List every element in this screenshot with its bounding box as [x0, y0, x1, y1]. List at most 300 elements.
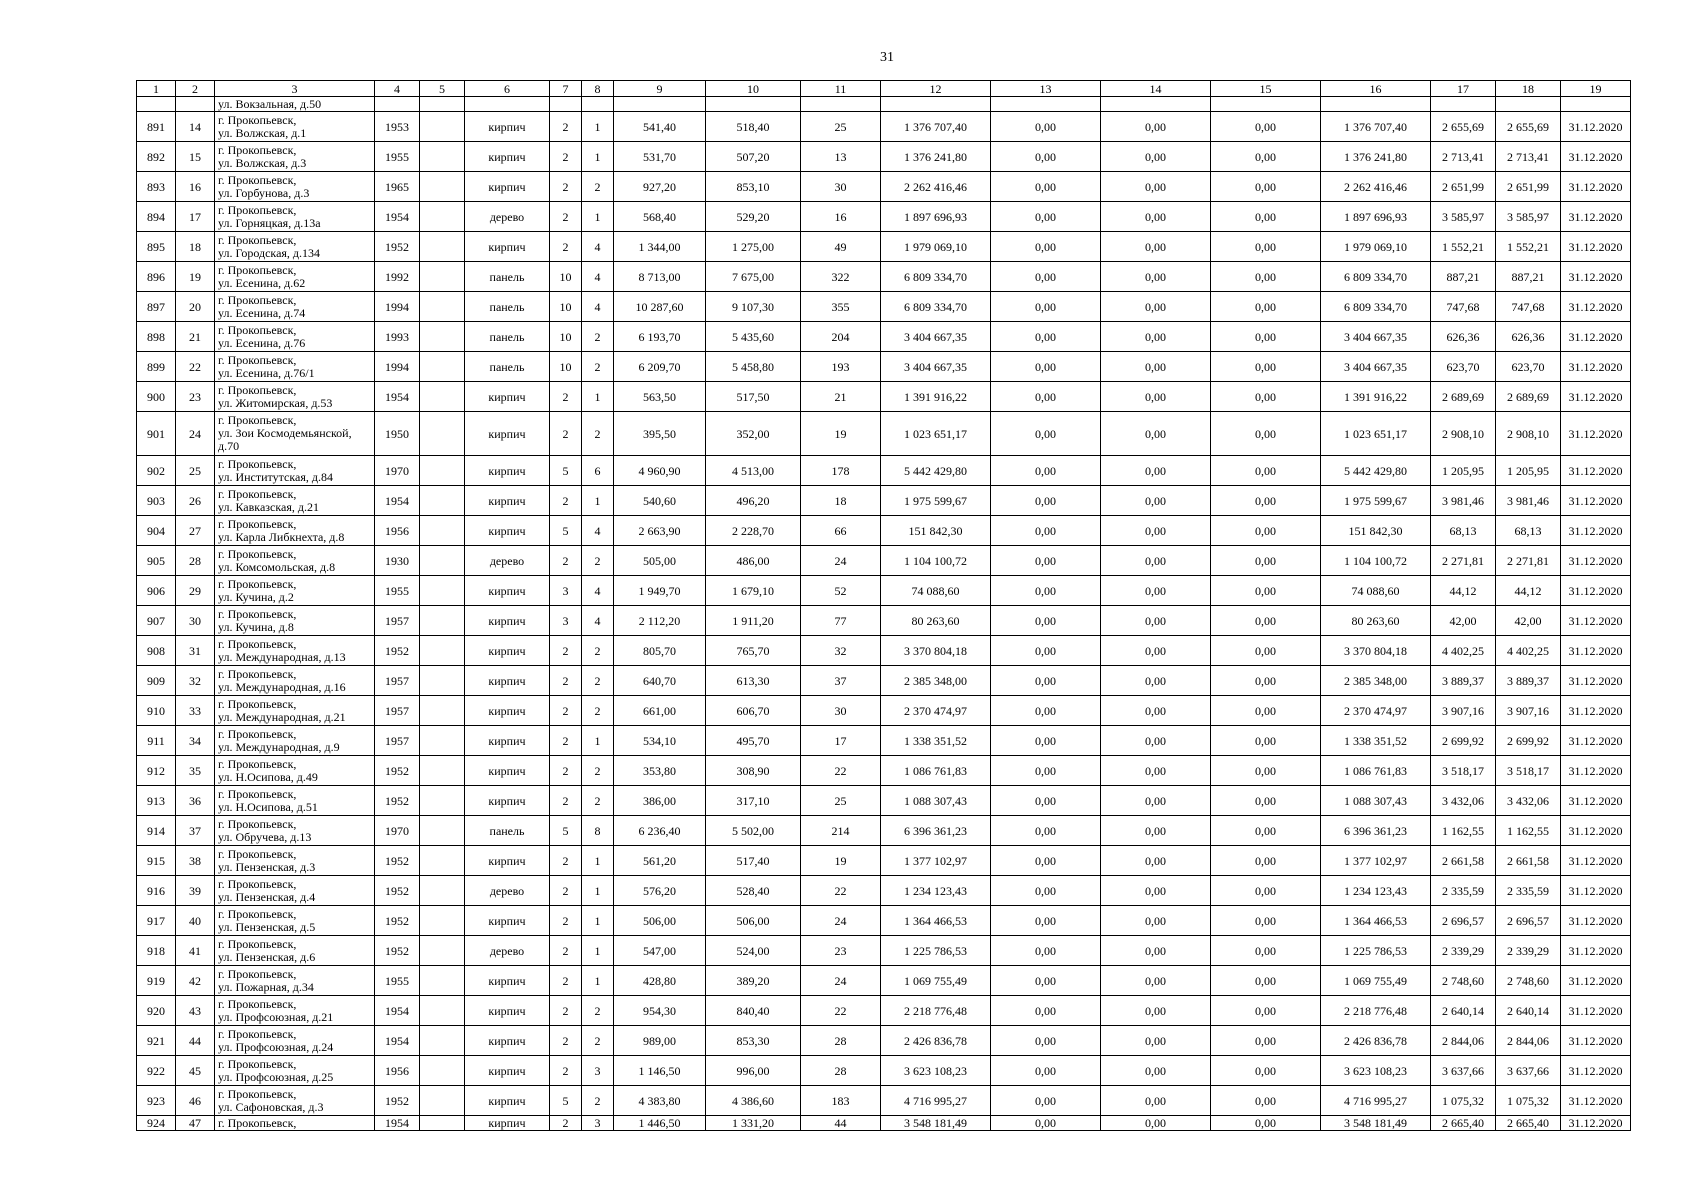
entrances-cell: 2 — [582, 636, 614, 666]
year-cell: 1952 — [375, 636, 420, 666]
entrances-cell: 2 — [582, 322, 614, 352]
area-living-cell: 765,70 — [706, 636, 801, 666]
local-index: 33 — [176, 696, 215, 726]
floors-cell: 2 — [550, 172, 582, 202]
address-line: г. Прокопьевск, — [218, 262, 297, 277]
col18-cell: 2 665,40 — [1496, 1116, 1561, 1131]
col13-cell: 0,00 — [991, 1026, 1101, 1056]
date-cell: 31.12.2020 — [1561, 292, 1631, 322]
address-line: ул. Есенина, д.74 — [218, 305, 306, 320]
cell — [1101, 97, 1211, 112]
local-index: 41 — [176, 936, 215, 966]
col13-cell: 0,00 — [991, 636, 1101, 666]
table-row — [137, 876, 1631, 906]
material-cell: кирпич — [465, 516, 550, 546]
cost-cell: 1 088 307,43 — [881, 786, 991, 816]
empty-cell — [420, 142, 465, 172]
year-cell: 1953 — [375, 112, 420, 142]
col14-cell: 0,00 — [1101, 112, 1211, 142]
cost-cell: 3 370 804,18 — [881, 636, 991, 666]
year-cell: 1954 — [375, 486, 420, 516]
floors-cell: 2 — [550, 382, 582, 412]
address-line: ул. Профсоюзная, д.25 — [218, 1069, 334, 1084]
area-total-cell: 563,50 — [614, 382, 706, 412]
cost-cell: 1 979 069,10 — [881, 232, 991, 262]
col14-cell: 0,00 — [1101, 292, 1211, 322]
area-total-cell: 640,70 — [614, 666, 706, 696]
address-line: г. Прокопьевск, — [218, 112, 297, 127]
material-cell: кирпич — [465, 966, 550, 996]
cell — [991, 97, 1101, 112]
col14-cell: 0,00 — [1101, 142, 1211, 172]
col15-cell: 0,00 — [1211, 636, 1321, 666]
col18-cell: 2 713,41 — [1496, 142, 1561, 172]
cell — [1431, 97, 1496, 112]
table-body — [137, 97, 1631, 1131]
table-row — [137, 292, 1631, 322]
col16-cell: 1 088 307,43 — [1321, 786, 1431, 816]
residents-cell: 17 — [801, 726, 881, 756]
table-row — [137, 142, 1631, 172]
address-cell — [215, 202, 375, 232]
table-row — [137, 816, 1631, 846]
area-living-cell: 853,10 — [706, 172, 801, 202]
address-line: ул. Есенина, д.76/1 — [218, 365, 315, 380]
cost-cell: 1 376 707,40 — [881, 112, 991, 142]
column-number-9: 9 — [614, 81, 706, 97]
floors-cell: 3 — [550, 606, 582, 636]
residents-cell: 23 — [801, 936, 881, 966]
address-cell — [215, 486, 375, 516]
floors-cell: 2 — [550, 546, 582, 576]
year-cell: 1950 — [375, 412, 420, 456]
address-line: ул. Житомирская, д.53 — [218, 395, 333, 410]
address-cell — [215, 726, 375, 756]
entrances-cell: 2 — [582, 352, 614, 382]
address-line: ул. Профсоюзная, д.24 — [218, 1039, 334, 1054]
row-number: 905 — [137, 546, 176, 576]
table-row — [137, 546, 1631, 576]
empty-cell — [420, 666, 465, 696]
area-living-cell: 517,50 — [706, 382, 801, 412]
address-line: г. Прокопьевск, — [218, 1056, 297, 1071]
address-cell — [215, 112, 375, 142]
floors-cell: 2 — [550, 906, 582, 936]
col17-cell: 2 689,69 — [1431, 382, 1496, 412]
col13-cell: 0,00 — [991, 352, 1101, 382]
residents-cell: 37 — [801, 666, 881, 696]
floors-cell: 2 — [550, 636, 582, 666]
col18-cell: 3 585,97 — [1496, 202, 1561, 232]
address-cell — [215, 382, 375, 412]
area-total-cell: 1 146,50 — [614, 1056, 706, 1086]
material-cell: панель — [465, 322, 550, 352]
table-row — [137, 516, 1631, 546]
address-cell — [215, 232, 375, 262]
entrances-cell: 1 — [582, 936, 614, 966]
col13-cell: 0,00 — [991, 846, 1101, 876]
table-row — [137, 1026, 1631, 1056]
area-living-cell: 2 228,70 — [706, 516, 801, 546]
entrances-cell: 4 — [582, 606, 614, 636]
area-living-cell: 5 458,80 — [706, 352, 801, 382]
local-index: 39 — [176, 876, 215, 906]
entrances-cell: 2 — [582, 546, 614, 576]
material-cell: кирпич — [465, 846, 550, 876]
address-cell — [215, 1056, 375, 1086]
col15-cell: 0,00 — [1211, 996, 1321, 1026]
cost-cell: 3 404 667,35 — [881, 352, 991, 382]
address-cell — [215, 516, 375, 546]
address-line: ул. Карла Либкнехта, д.8 — [218, 529, 345, 544]
year-cell: 1957 — [375, 696, 420, 726]
col15-cell: 0,00 — [1211, 546, 1321, 576]
cost-cell: 1 391 916,22 — [881, 382, 991, 412]
col14-cell: 0,00 — [1101, 816, 1211, 846]
col17-cell: 3 889,37 — [1431, 666, 1496, 696]
col15-cell: 0,00 — [1211, 1026, 1321, 1056]
date-cell: 31.12.2020 — [1561, 412, 1631, 456]
material-cell: кирпич — [465, 666, 550, 696]
col18-cell: 3 889,37 — [1496, 666, 1561, 696]
date-cell: 31.12.2020 — [1561, 606, 1631, 636]
address-line: ул. Волжская, д.3 — [218, 155, 307, 170]
floors-cell: 2 — [550, 696, 582, 726]
cost-cell: 1 364 466,53 — [881, 906, 991, 936]
address-cell — [215, 292, 375, 322]
residents-cell: 24 — [801, 966, 881, 996]
address-line: г. Прокопьевск, — [218, 576, 297, 591]
area-living-cell: 518,40 — [706, 112, 801, 142]
year-cell: 1994 — [375, 292, 420, 322]
material-cell: кирпич — [465, 172, 550, 202]
cell — [1321, 97, 1431, 112]
cell — [614, 97, 706, 112]
floors-cell: 2 — [550, 996, 582, 1026]
col13-cell: 0,00 — [991, 142, 1101, 172]
col13-cell: 0,00 — [991, 576, 1101, 606]
address-line: ул. Международная, д.21 — [218, 709, 346, 724]
col15-cell: 0,00 — [1211, 516, 1321, 546]
empty-cell — [420, 786, 465, 816]
address-line: г. Прокопьевск, — [218, 322, 297, 337]
date-cell: 31.12.2020 — [1561, 876, 1631, 906]
col18-cell: 2 651,99 — [1496, 172, 1561, 202]
year-cell: 1954 — [375, 1026, 420, 1056]
col16-cell: 1 979 069,10 — [1321, 232, 1431, 262]
address-cell — [215, 262, 375, 292]
col14-cell: 0,00 — [1101, 786, 1211, 816]
material-cell: кирпич — [465, 576, 550, 606]
local-index: 38 — [176, 846, 215, 876]
year-cell: 1954 — [375, 996, 420, 1026]
col16-cell: 1 897 696,93 — [1321, 202, 1431, 232]
residents-cell: 183 — [801, 1086, 881, 1116]
address-line: г. Прокопьевск, — [218, 696, 297, 711]
residents-cell: 25 — [801, 786, 881, 816]
cost-cell: 1 376 241,80 — [881, 142, 991, 172]
row-number: 899 — [137, 352, 176, 382]
entrances-cell: 1 — [582, 876, 614, 906]
col16-cell: 151 842,30 — [1321, 516, 1431, 546]
empty-cell — [420, 1086, 465, 1116]
address-line: д.70 — [218, 439, 240, 453]
material-cell: кирпич — [465, 1056, 550, 1086]
area-total-cell: 541,40 — [614, 112, 706, 142]
date-cell: 31.12.2020 — [1561, 786, 1631, 816]
cost-cell: 3 404 667,35 — [881, 322, 991, 352]
row-number: 894 — [137, 202, 176, 232]
table-row — [137, 382, 1631, 412]
area-total-cell: 353,80 — [614, 756, 706, 786]
col16-cell: 2 370 474,97 — [1321, 696, 1431, 726]
address-line: ул. Есенина, д.76 — [218, 335, 306, 350]
material-cell: кирпич — [465, 232, 550, 262]
date-cell: 31.12.2020 — [1561, 202, 1631, 232]
local-index: 45 — [176, 1056, 215, 1086]
cost-cell: 4 716 995,27 — [881, 1086, 991, 1116]
address-cell — [215, 456, 375, 486]
local-index: 17 — [176, 202, 215, 232]
cost-cell: 80 263,60 — [881, 606, 991, 636]
date-cell: 31.12.2020 — [1561, 906, 1631, 936]
local-index: 30 — [176, 606, 215, 636]
entrances-cell: 2 — [582, 1086, 614, 1116]
column-number-19: 19 — [1561, 81, 1631, 97]
entrances-cell: 4 — [582, 232, 614, 262]
cost-cell: 1 897 696,93 — [881, 202, 991, 232]
col14-cell: 0,00 — [1101, 966, 1211, 996]
cell — [582, 97, 614, 112]
floors-cell: 5 — [550, 1086, 582, 1116]
entrances-cell: 2 — [582, 756, 614, 786]
area-total-cell: 8 713,00 — [614, 262, 706, 292]
table-row — [137, 666, 1631, 696]
col14-cell: 0,00 — [1101, 576, 1211, 606]
col13-cell: 0,00 — [991, 456, 1101, 486]
residents-cell: 19 — [801, 412, 881, 456]
address-line: г. Прокопьевск, — [218, 142, 297, 157]
col17-cell: 747,68 — [1431, 292, 1496, 322]
area-total-cell: 534,10 — [614, 726, 706, 756]
empty-cell — [420, 966, 465, 996]
cost-cell: 6 809 334,70 — [881, 262, 991, 292]
entrances-cell: 4 — [582, 576, 614, 606]
row-number: 895 — [137, 232, 176, 262]
empty-cell — [420, 846, 465, 876]
col16-cell: 1 338 351,52 — [1321, 726, 1431, 756]
residents-cell: 18 — [801, 486, 881, 516]
area-living-cell: 606,70 — [706, 696, 801, 726]
col15-cell: 0,00 — [1211, 846, 1321, 876]
col15-cell: 0,00 — [1211, 1086, 1321, 1116]
column-number-17: 17 — [1431, 81, 1496, 97]
empty-cell — [420, 636, 465, 666]
year-cell: 1952 — [375, 936, 420, 966]
row-number: 924 — [137, 1116, 176, 1131]
table-row — [137, 112, 1631, 142]
local-index: 16 — [176, 172, 215, 202]
empty-cell — [420, 936, 465, 966]
col14-cell: 0,00 — [1101, 696, 1211, 726]
area-total-cell: 386,00 — [614, 786, 706, 816]
empty-cell — [420, 906, 465, 936]
cost-cell: 1 104 100,72 — [881, 546, 991, 576]
material-cell: кирпич — [465, 786, 550, 816]
date-cell: 31.12.2020 — [1561, 636, 1631, 666]
date-cell: 31.12.2020 — [1561, 546, 1631, 576]
address-line: ул. Сафоновская, д.3 — [218, 1099, 324, 1114]
col15-cell: 0,00 — [1211, 906, 1321, 936]
col16-cell: 1 376 241,80 — [1321, 142, 1431, 172]
empty-cell — [420, 996, 465, 1026]
col16-cell: 6 809 334,70 — [1321, 262, 1431, 292]
empty-cell — [420, 292, 465, 322]
residents-cell: 193 — [801, 352, 881, 382]
entrances-cell: 1 — [582, 142, 614, 172]
material-cell: кирпич — [465, 1026, 550, 1056]
entrances-cell: 2 — [582, 786, 614, 816]
address-line: ул. Зои Космодемьянской, — [218, 426, 352, 440]
col14-cell: 0,00 — [1101, 352, 1211, 382]
address-line: ул. Институтская, д.84 — [218, 469, 333, 484]
area-total-cell: 6 236,40 — [614, 816, 706, 846]
local-index: 21 — [176, 322, 215, 352]
year-cell: 1970 — [375, 456, 420, 486]
col18-cell: 3 518,17 — [1496, 756, 1561, 786]
col16-cell: 3 404 667,35 — [1321, 352, 1431, 382]
address-line: ул. Международная, д.13 — [218, 649, 346, 664]
column-number-15: 15 — [1211, 81, 1321, 97]
col17-cell: 3 907,16 — [1431, 696, 1496, 726]
area-living-cell: 352,00 — [706, 412, 801, 456]
floors-cell: 2 — [550, 142, 582, 172]
address-line: г. Прокопьевск, — [218, 666, 297, 681]
row-number: 898 — [137, 322, 176, 352]
column-number-3: 3 — [215, 81, 375, 97]
table-row — [137, 172, 1631, 202]
material-cell: кирпич — [465, 636, 550, 666]
residents-cell: 24 — [801, 546, 881, 576]
cell — [1211, 97, 1321, 112]
address-cell — [215, 966, 375, 996]
residents-cell: 22 — [801, 876, 881, 906]
address-line: ул. Н.Осипова, д.49 — [218, 769, 318, 784]
col14-cell: 0,00 — [1101, 382, 1211, 412]
col14-cell: 0,00 — [1101, 456, 1211, 486]
local-index: 37 — [176, 816, 215, 846]
address-line: г. Прокопьевск, — [218, 966, 297, 981]
address-line: г. Прокопьевск, — [218, 382, 297, 397]
area-total-cell: 10 287,60 — [614, 292, 706, 322]
date-cell: 31.12.2020 — [1561, 1026, 1631, 1056]
material-cell: кирпич — [465, 606, 550, 636]
date-cell: 31.12.2020 — [1561, 1116, 1631, 1131]
address-cell — [215, 576, 375, 606]
row-number: 917 — [137, 906, 176, 936]
table-row — [137, 996, 1631, 1026]
col18-cell: 2 908,10 — [1496, 412, 1561, 456]
address-line: ул. Кавказская, д.21 — [218, 499, 319, 514]
empty-cell — [420, 546, 465, 576]
cost-cell: 6 809 334,70 — [881, 292, 991, 322]
col18-cell: 68,13 — [1496, 516, 1561, 546]
col18-cell: 747,68 — [1496, 292, 1561, 322]
col18-cell: 1 552,21 — [1496, 232, 1561, 262]
row-number: 914 — [137, 816, 176, 846]
area-total-cell: 1 344,00 — [614, 232, 706, 262]
address-line: ул. Пензенская, д.3 — [218, 859, 316, 874]
material-cell: кирпич — [465, 756, 550, 786]
local-index: 14 — [176, 112, 215, 142]
col14-cell: 0,00 — [1101, 636, 1211, 666]
row-number: 891 — [137, 112, 176, 142]
address-cell — [215, 786, 375, 816]
col17-cell: 2 908,10 — [1431, 412, 1496, 456]
entrances-cell: 1 — [582, 846, 614, 876]
floors-cell: 10 — [550, 292, 582, 322]
col13-cell: 0,00 — [991, 816, 1101, 846]
empty-cell — [420, 322, 465, 352]
local-index: 32 — [176, 666, 215, 696]
table-header — [137, 81, 1631, 97]
col17-cell: 3 432,06 — [1431, 786, 1496, 816]
cost-cell: 1 225 786,53 — [881, 936, 991, 966]
address-line: ул. Международная, д.16 — [218, 679, 346, 694]
material-cell: кирпич — [465, 1116, 550, 1131]
residents-cell: 28 — [801, 1026, 881, 1056]
area-living-cell: 1 911,20 — [706, 606, 801, 636]
col18-cell: 2 748,60 — [1496, 966, 1561, 996]
col16-cell: 5 442 429,80 — [1321, 456, 1431, 486]
year-cell: 1955 — [375, 142, 420, 172]
table-row — [137, 352, 1631, 382]
floors-cell: 2 — [550, 1116, 582, 1131]
local-index: 27 — [176, 516, 215, 546]
col18-cell: 2 696,57 — [1496, 906, 1561, 936]
column-number-4: 4 — [375, 81, 420, 97]
address-line: г. Прокопьевск, — [218, 232, 297, 247]
row-number: 897 — [137, 292, 176, 322]
floors-cell: 2 — [550, 756, 582, 786]
address-line: ул. Городская, д.134 — [218, 245, 321, 260]
col14-cell: 0,00 — [1101, 1056, 1211, 1086]
floors-cell: 2 — [550, 232, 582, 262]
address-line: г. Прокопьевск, — [218, 516, 297, 531]
col15-cell: 0,00 — [1211, 576, 1321, 606]
local-index: 24 — [176, 412, 215, 456]
year-cell: 1952 — [375, 232, 420, 262]
cost-cell: 151 842,30 — [881, 516, 991, 546]
address-cell — [215, 1086, 375, 1116]
year-cell: 1952 — [375, 786, 420, 816]
entrances-cell: 2 — [582, 666, 614, 696]
local-index: 42 — [176, 966, 215, 996]
col14-cell: 0,00 — [1101, 906, 1211, 936]
residents-cell: 66 — [801, 516, 881, 546]
address-line: ул. Кучина, д.2 — [218, 589, 294, 604]
entrances-cell: 1 — [582, 382, 614, 412]
address-line: ул. Есенина, д.62 — [218, 275, 306, 290]
area-total-cell: 395,50 — [614, 412, 706, 456]
row-number: 918 — [137, 936, 176, 966]
address-cell — [215, 846, 375, 876]
residents-cell: 30 — [801, 696, 881, 726]
floors-cell: 2 — [550, 966, 582, 996]
column-number-row — [137, 81, 1631, 97]
year-cell: 1965 — [375, 172, 420, 202]
date-cell: 31.12.2020 — [1561, 696, 1631, 726]
